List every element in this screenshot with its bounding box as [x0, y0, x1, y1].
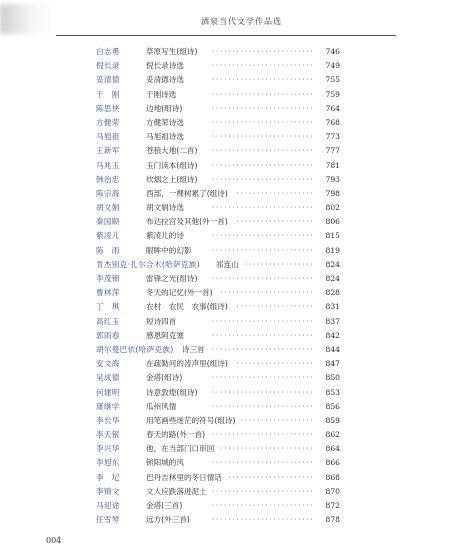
toc-leader-dots: ························· [211, 345, 314, 353]
toc-leader-dots: ························· [211, 246, 314, 254]
toc-page-number: 759 [325, 89, 340, 99]
toc-entry[interactable] [96, 159, 340, 173]
toc-entry[interactable] [96, 187, 340, 201]
toc-author: 马旭祖 [96, 132, 120, 142]
toc-title: 春天的路(外一首) [146, 430, 206, 440]
toc-page-number: 853 [325, 387, 340, 397]
toc-author: 任雪琴 [96, 515, 120, 525]
toc-title: 妥清德诗选 [146, 75, 184, 85]
table-of-contents [96, 45, 340, 527]
toc-entry[interactable] [96, 201, 340, 215]
toc-leader-dots: ························· [211, 502, 314, 509]
toc-entry[interactable] [96, 144, 340, 158]
toc-author: 丁 琪 [96, 302, 120, 312]
toc-author: 方健荣 [96, 117, 120, 127]
toc-page-number: 837 [325, 316, 340, 326]
toc-page-number: 850 [325, 373, 340, 383]
toc-entry[interactable] [96, 73, 340, 87]
toc-entry[interactable] [96, 471, 340, 485]
toc-leader-dots: ························· [211, 90, 314, 98]
toc-author: 高红玉 [96, 316, 120, 326]
toc-title: 短诗四首 [146, 316, 177, 326]
toc-title: 紫凌儿的诗 [146, 231, 184, 241]
toc-page-number: 864 [325, 444, 340, 454]
toc-page-number: 815 [325, 231, 340, 241]
toc-page-number: 870 [325, 486, 340, 496]
toc-title: 文人应跌落进泥土 [146, 486, 207, 496]
toc-author: 于 刚 [96, 89, 120, 99]
toc-title: 雷锋之光(组诗) [146, 274, 198, 283]
toc-author: 吴成德 [96, 373, 120, 383]
toc-page-number: 844 [325, 344, 340, 354]
toc-entry[interactable] [96, 229, 340, 243]
toc-leader-dots: ························· [211, 62, 314, 70]
toc-author: 马兆玉 [96, 160, 120, 170]
toc-page-number: 798 [325, 188, 340, 198]
toc-entry[interactable] [96, 116, 340, 130]
toc-page-number: 802 [325, 203, 340, 213]
toc-title: 瓜州风情 [146, 401, 177, 411]
toc-title: 金塔(三首) [146, 501, 183, 510]
toc-entry[interactable] [96, 456, 340, 470]
toc-title: 苍狼大地(二首) [146, 146, 198, 156]
toc-title: 玉门读本(组诗) [146, 160, 198, 170]
toc-entry[interactable] [96, 130, 340, 144]
toc-leader-dots: ························· [211, 175, 314, 183]
toc-author: 秦国顺 [96, 217, 120, 227]
toc-leader-dots: ························· [211, 76, 314, 84]
toc-author: 李茂锦 [96, 274, 120, 283]
toc-title: 用笔画些迷茫的符号(组诗) [146, 415, 236, 425]
toc-leader-dots: ··················· [235, 360, 314, 368]
toc-page-number: 755 [325, 75, 340, 85]
toc-entry[interactable] [96, 258, 340, 272]
toc-title: 冬天的记忆(外一首) [146, 288, 213, 298]
toc-title: 农村 农民 农事(组诗) [146, 302, 228, 312]
toc-title: 祁连山 [216, 259, 239, 269]
toc-entry[interactable] [96, 400, 340, 414]
toc-page-number: 764 [325, 103, 340, 113]
toc-page-number: 866 [325, 458, 340, 468]
toc-entry[interactable] [96, 499, 340, 513]
toc-page-number: 749 [325, 61, 340, 71]
toc-leader-dots: ······················· [219, 445, 314, 453]
toc-author: 李兴华 [96, 444, 120, 454]
toc-title: 边地(组诗) [146, 103, 183, 113]
toc-entry[interactable] [96, 286, 340, 300]
toc-author: 李天银 [96, 430, 120, 440]
toc-entry[interactable] [96, 428, 340, 442]
toc-page-number: 842 [325, 330, 340, 340]
toc-title: 于刚诗选 [146, 89, 177, 99]
toc-leader-dots: ························· [211, 275, 314, 282]
toc-author: 李旭东 [96, 458, 120, 468]
toc-title: 金塔(组诗) [146, 373, 183, 383]
toc-leader-dots: ························· [211, 331, 314, 339]
toc-title: 马旭祖诗选 [146, 132, 184, 142]
toc-page-number: 878 [325, 515, 340, 525]
toc-author: 马迎途 [96, 501, 120, 510]
toc-title: 诗三首 [182, 344, 205, 354]
toc-entry[interactable] [96, 244, 340, 258]
toc-entry[interactable] [96, 485, 340, 499]
toc-author: 紫凌儿 [96, 231, 120, 241]
toc-entry[interactable] [96, 88, 340, 102]
toc-entry[interactable] [96, 215, 340, 229]
toc-title: 方健荣诗选 [146, 117, 184, 127]
toc-author: 陈思侠 [96, 103, 120, 113]
toc-entry[interactable] [96, 45, 340, 59]
toc-page-number: 868 [325, 472, 340, 482]
toc-page-number: 773 [325, 132, 340, 142]
header-rule [56, 35, 396, 36]
page-number: 004 [46, 536, 62, 545]
toc-leader-dots: ························· [211, 104, 314, 112]
toc-title: 胡文娟诗选 [146, 203, 184, 213]
toc-leader-dots: ························· [211, 388, 314, 396]
toc-page-number: 777 [325, 146, 340, 156]
toc-entry[interactable] [96, 442, 340, 456]
scan-smudge [0, 4, 56, 34]
toc-leader-dots: ······················· [219, 289, 314, 297]
toc-leader-dots: ························· [211, 431, 314, 439]
toc-leader-dots: ························· [211, 133, 314, 141]
toc-title: 锁阳城的风 [146, 458, 184, 468]
toc-entry[interactable] [96, 173, 340, 187]
toc-author: 王新军 [96, 146, 120, 156]
toc-page-number: 859 [325, 415, 340, 425]
toc-title: 眼眸中的幻影 [146, 245, 192, 255]
toc-entry[interactable] [96, 300, 340, 314]
toc-page-number: 806 [325, 217, 340, 227]
toc-author: 倪长录 [96, 61, 120, 71]
toc-leader-dots: ························· [211, 118, 314, 126]
toc-page-number: 768 [325, 117, 340, 127]
toc-author: 胡文娟 [96, 203, 120, 213]
toc-title: 炊烟之上(组诗) [146, 174, 198, 184]
toc-author: 陈宗海 [96, 188, 120, 198]
toc-page-number: 856 [325, 401, 340, 411]
toc-title: 他，在当部门口串回 [146, 444, 215, 454]
toc-entry[interactable] [96, 102, 340, 116]
toc-leader-dots: ··················· [235, 218, 314, 226]
toc-page-number: 793 [325, 174, 340, 184]
toc-entry[interactable] [96, 329, 340, 343]
toc-leader-dots: ························· [211, 516, 314, 524]
toc-title: 草原写生(组诗) [146, 47, 198, 56]
toc-entry[interactable] [96, 272, 340, 286]
toc-title: 倪长录诗选 [146, 61, 184, 71]
running-title: 酒泉当代文学作品选 [201, 17, 282, 26]
toc-author: 肯杰别克·扎尔合木(哈萨克族) [96, 259, 200, 269]
toc-entry[interactable] [96, 343, 340, 357]
toc-leader-dots: ························· [211, 147, 314, 155]
toc-title: 远方(外三首) [146, 515, 190, 525]
toc-entry[interactable] [96, 315, 340, 329]
toc-author: 妥清德 [96, 75, 120, 85]
toc-leader-dots: ························· [211, 232, 314, 240]
toc-page-number: 819 [325, 245, 340, 255]
toc-page-number: 862 [325, 430, 340, 440]
toc-title: 感恩阿克塞 [146, 330, 184, 340]
toc-page-number: 824 [325, 274, 340, 283]
toc-author: 安文海 [96, 359, 120, 369]
toc-author: 曹林萍 [96, 288, 120, 298]
toc-title: 在疏勒河的涛声里(组诗) [146, 359, 228, 369]
toc-author: 李锦文 [96, 486, 120, 496]
toc-author: 郭雨春 [96, 330, 120, 340]
toc-author: 陈 雨 [96, 245, 120, 255]
toc-author: 何建明 [96, 387, 120, 397]
toc-author: 康继学 [96, 401, 120, 411]
toc-leader-dots: ························· [211, 161, 314, 169]
toc-leader-dots: ·················· [239, 416, 314, 424]
toc-author: 李 圮 [96, 472, 120, 482]
toc-title: 巴丹吉林里的冬日情话 [146, 472, 222, 482]
toc-entry[interactable] [96, 357, 340, 371]
toc-author: 李长华 [96, 415, 120, 425]
toc-leader-dots: ························· [211, 374, 314, 382]
toc-title: 西部，一棵树累了(组诗) [146, 188, 228, 198]
toc-leader-dots: ························· [211, 459, 314, 467]
toc-leader-dots: ························· [211, 402, 314, 410]
toc-leader-dots: ························· [211, 487, 314, 495]
toc-page-number: 824 [325, 259, 340, 269]
toc-page-number: 872 [325, 501, 340, 510]
toc-title: 诗意敦煌(组诗) [146, 387, 198, 397]
toc-entry[interactable] [96, 59, 340, 73]
toc-author: 胡尔曼巴依(哈萨克族) [96, 344, 174, 354]
toc-entry[interactable] [96, 414, 340, 428]
toc-author: 韩治忠 [96, 174, 120, 184]
toc-entry[interactable] [96, 371, 340, 385]
toc-page-number: 847 [325, 359, 340, 369]
toc-page-number: 781 [325, 160, 340, 170]
toc-page-number: 746 [325, 47, 340, 56]
toc-leader-dots: ························· [211, 48, 314, 55]
toc-leader-dots: ················· [244, 260, 314, 268]
page-header [0, 0, 450, 40]
toc-title: 布达拉宫及其他(外一首) [146, 217, 228, 227]
toc-leader-dots: ··················· [235, 303, 314, 311]
toc-leader-dots: ··················· [235, 189, 314, 197]
toc-entry[interactable] [96, 513, 340, 527]
toc-leader-dots: ························· [211, 204, 314, 212]
toc-leader-dots: ····················· [227, 473, 314, 481]
toc-page-number: 831 [325, 302, 340, 312]
toc-page-number: 828 [325, 288, 340, 298]
toc-entry[interactable] [96, 386, 340, 400]
toc-leader-dots: ························· [211, 317, 314, 325]
toc-author: 白志勇 [96, 47, 120, 56]
